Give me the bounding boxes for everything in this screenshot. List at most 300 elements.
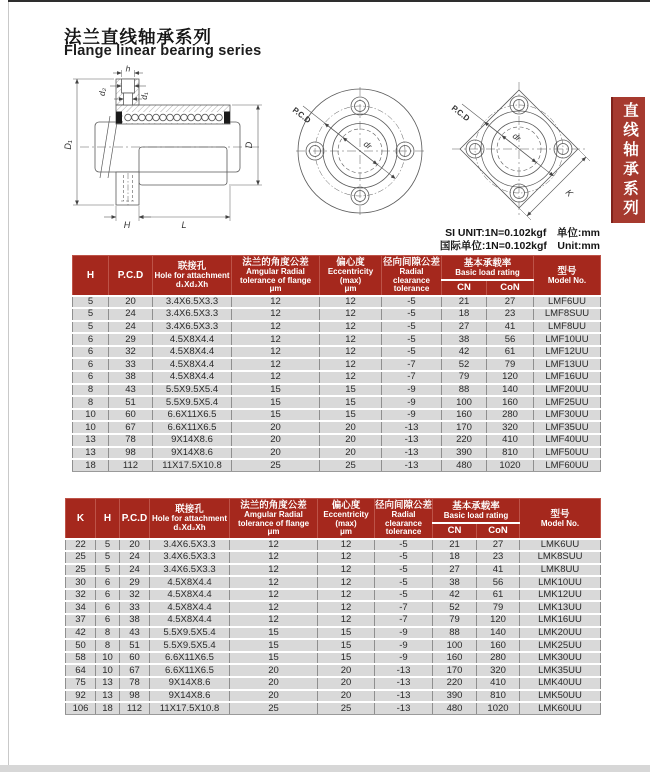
cell: 33 (120, 601, 150, 614)
cell: 12 (320, 296, 382, 309)
cell: LMF35UU (534, 421, 601, 434)
cell: 5.5X9.5X5.4 (153, 384, 232, 397)
column-subheader: CN (442, 280, 487, 295)
cell: -5 (382, 296, 442, 309)
cell: 38 (120, 614, 150, 627)
cell: 23 (487, 308, 534, 321)
cell: -5 (382, 333, 442, 346)
cell: 4.5X8X4.4 (150, 589, 230, 602)
cell: 20 (230, 690, 318, 703)
cell: 6.6X11X6.5 (153, 409, 232, 422)
cell: 12 (232, 371, 320, 384)
page-title-zh: 法兰直线轴承系列 (64, 27, 212, 47)
cell: 27 (487, 296, 534, 309)
cell: 12 (320, 346, 382, 359)
column-header: 联接孔 Hole for attachment d₁Xd₂Xh (150, 499, 230, 539)
cell: 6.6X11X6.5 (150, 664, 230, 677)
cell: LMK8UU (520, 564, 601, 577)
cell: 5 (96, 564, 120, 577)
cell: 12 (320, 308, 382, 321)
cell: 43 (120, 627, 150, 640)
column-header: 偏心度 Eccentricity (max) μm (320, 256, 382, 296)
cell: 160 (433, 652, 477, 665)
cell: 140 (477, 627, 520, 640)
column-header: H (73, 256, 109, 296)
column-header: H (96, 499, 120, 539)
cell: 5 (73, 308, 109, 321)
cell: 12 (320, 358, 382, 371)
cell: 6 (96, 614, 120, 627)
cell: 3.4X6.5X3.3 (153, 321, 232, 334)
cell: -9 (375, 652, 433, 665)
cell: 37 (66, 614, 96, 627)
cell: 12 (318, 601, 375, 614)
cell: LMF40UU (534, 434, 601, 447)
cell: 20 (318, 664, 375, 677)
cell: 58 (66, 652, 96, 665)
cell: 98 (120, 690, 150, 703)
cell: 98 (109, 447, 153, 460)
header-row (66, 499, 601, 524)
column-header: 偏心度 Eccentricity (max) μm (318, 499, 375, 539)
cell: 13 (73, 434, 109, 447)
cell: 32 (66, 589, 96, 602)
table-row (66, 589, 601, 602)
cell: 20 (320, 434, 382, 447)
cell: 20 (232, 434, 320, 447)
cell: LMK10UU (520, 576, 601, 589)
cell: 280 (477, 652, 520, 665)
cell: 12 (318, 614, 375, 627)
table-row (73, 384, 601, 397)
cell: -5 (375, 589, 433, 602)
cell: 5.5X9.5X5.4 (150, 639, 230, 652)
cell: 8 (96, 639, 120, 652)
cell: 15 (230, 627, 318, 640)
cell: 79 (477, 601, 520, 614)
cell: -13 (382, 421, 442, 434)
dim-label-dr-round: dr (361, 138, 374, 152)
cell: -9 (382, 396, 442, 409)
column-header: P.C.D (109, 256, 153, 296)
cell: 9X14X8.6 (150, 677, 230, 690)
cell: LMK20UU (520, 627, 601, 640)
cell: 29 (120, 576, 150, 589)
cell: LMF10UU (534, 333, 601, 346)
cell: 410 (477, 677, 520, 690)
cell: 112 (109, 459, 153, 471)
cell: LMK25UU (520, 639, 601, 652)
table-row (73, 396, 601, 409)
side-banner (611, 97, 645, 223)
table-row (73, 308, 601, 321)
cell: 6 (73, 358, 109, 371)
cell: 5 (73, 321, 109, 334)
cell: -7 (382, 358, 442, 371)
cell: 6 (96, 601, 120, 614)
cell: 20 (318, 677, 375, 690)
cell: 12 (230, 576, 318, 589)
cell: LMK13UU (520, 601, 601, 614)
cell: 112 (120, 702, 150, 714)
page-edge-bottom (0, 765, 650, 772)
cell: 3.4X6.5X3.3 (150, 551, 230, 564)
cell: 4.5X8X4.4 (153, 371, 232, 384)
cell: 30 (66, 576, 96, 589)
cell: 79 (433, 614, 477, 627)
dim-label-pcd-round: P.C.D (290, 105, 313, 126)
column-header: 基本承载率 Basic load rating (442, 256, 534, 281)
cell: LMK60UU (520, 702, 601, 714)
cell: 6 (96, 589, 120, 602)
dim-label-H: H (123, 220, 131, 230)
cell: 160 (477, 639, 520, 652)
cell: 8 (73, 396, 109, 409)
cell: 27 (477, 539, 520, 552)
cell: 20 (120, 539, 150, 552)
cell: 67 (120, 664, 150, 677)
cell: 12 (230, 601, 318, 614)
cell: 12 (232, 296, 320, 309)
cell: LMF8UU (534, 321, 601, 334)
cell: 24 (120, 564, 150, 577)
cell: 38 (433, 576, 477, 589)
cell: LMF60UU (534, 459, 601, 471)
cell: 78 (109, 434, 153, 447)
cell: 27 (433, 564, 477, 577)
cell: 20 (320, 447, 382, 460)
spec-table-lmk (65, 498, 601, 715)
cell: -5 (382, 346, 442, 359)
cell: 220 (442, 434, 487, 447)
cell: 15 (320, 396, 382, 409)
cell: LMF50UU (534, 447, 601, 460)
cell: 100 (442, 396, 487, 409)
table-row (66, 652, 601, 665)
cell: 15 (232, 384, 320, 397)
cell: 61 (487, 346, 534, 359)
table-row (73, 321, 601, 334)
cell: 320 (477, 664, 520, 677)
table-row (66, 564, 601, 577)
cell: 480 (433, 702, 477, 714)
cell: 15 (232, 409, 320, 422)
section-view-drawing (63, 65, 262, 230)
cell: LMK6UU (520, 539, 601, 552)
cell: LMK12UU (520, 589, 601, 602)
table-row (66, 677, 601, 690)
cell: 106 (66, 702, 96, 714)
table-row (73, 333, 601, 346)
cell: 12 (232, 346, 320, 359)
cell: LMF12UU (534, 346, 601, 359)
cell: 6.6X11X6.5 (153, 421, 232, 434)
cell: 51 (109, 396, 153, 409)
table-row (73, 371, 601, 384)
cell: LMK16UU (520, 614, 601, 627)
cell: 24 (109, 308, 153, 321)
cell: 79 (487, 358, 534, 371)
cell: 160 (487, 396, 534, 409)
cell: 75 (66, 677, 96, 690)
cell: 5 (73, 296, 109, 309)
cell: 10 (73, 409, 109, 422)
dim-label-dr-square: dr (510, 130, 523, 144)
dim-label-d1: d₁ (139, 92, 149, 100)
cell: 480 (442, 459, 487, 471)
cell: 15 (230, 652, 318, 665)
cell: 20 (320, 421, 382, 434)
page-title-en: Flange linear bearing series (64, 43, 262, 59)
cell: 21 (433, 539, 477, 552)
table-row (66, 614, 601, 627)
cell: 6 (73, 333, 109, 346)
cell: 18 (433, 551, 477, 564)
cell: 12 (232, 358, 320, 371)
cell: 15 (320, 409, 382, 422)
column-header: 法兰的角度公差 Amgular Radial tolerance of flange μm (230, 499, 318, 539)
page-edge-left (8, 2, 9, 765)
cell: 15 (320, 384, 382, 397)
cell: 25 (66, 564, 96, 577)
cell: 220 (433, 677, 477, 690)
cell: LMK30UU (520, 652, 601, 665)
dim-label-h: h (125, 65, 131, 74)
cell: -7 (375, 601, 433, 614)
cell: 15 (318, 627, 375, 640)
cell: 11X17.5X10.8 (150, 702, 230, 714)
cell: 32 (120, 589, 150, 602)
cell: 12 (230, 589, 318, 602)
column-header: 径向间隙公差 Radial clearance tolerance (382, 256, 442, 296)
dim-label-L: L (181, 220, 187, 230)
cell: 18 (442, 308, 487, 321)
cell: -7 (375, 614, 433, 627)
cell: 5 (96, 551, 120, 564)
square-flange-view (450, 82, 590, 220)
table-row (66, 690, 601, 703)
cell: 27 (442, 321, 487, 334)
cell: LMK8SUU (520, 551, 601, 564)
table-row (66, 702, 601, 714)
column-subheader: CoN (487, 280, 534, 295)
table-row (73, 358, 601, 371)
column-header: 径向间隙公差 Radial clearance tolerance (375, 499, 433, 539)
table-row (73, 409, 601, 422)
cell: -9 (382, 384, 442, 397)
column-header: 法兰的角度公差 Amgular Radial tolerance of flange μm (232, 256, 320, 296)
header-row (73, 256, 601, 281)
cell: 12 (232, 333, 320, 346)
cell: 64 (66, 664, 96, 677)
cell: -7 (382, 371, 442, 384)
cell: 88 (433, 627, 477, 640)
cell: LMF25UU (534, 396, 601, 409)
cell: 410 (487, 434, 534, 447)
cell: 6 (73, 371, 109, 384)
dim-label-K: K (563, 187, 575, 199)
cell: 60 (109, 409, 153, 422)
cell: 12 (320, 371, 382, 384)
spec-table-lmf (72, 255, 601, 472)
cell: -5 (375, 551, 433, 564)
cell: 6 (96, 576, 120, 589)
column-header: K (66, 499, 96, 539)
cell: LMF30UU (534, 409, 601, 422)
cell: 4.5X8X4.4 (150, 601, 230, 614)
cell: 6 (73, 346, 109, 359)
cell: 280 (487, 409, 534, 422)
technical-drawings (60, 65, 600, 235)
table-row (73, 346, 601, 359)
cell: -13 (375, 677, 433, 690)
cell: LMK35UU (520, 664, 601, 677)
cell: 18 (73, 459, 109, 471)
cell: 1020 (477, 702, 520, 714)
table-row (66, 664, 601, 677)
table-row (73, 447, 601, 460)
cell: 3.4X6.5X3.3 (150, 564, 230, 577)
cell: 20 (318, 690, 375, 703)
cell: 10 (96, 652, 120, 665)
cell: 20 (230, 677, 318, 690)
column-subheader: CoN (477, 523, 520, 538)
table-row (66, 601, 601, 614)
cell: 12 (320, 321, 382, 334)
cell: 56 (477, 576, 520, 589)
cell: 12 (232, 308, 320, 321)
cell: -5 (382, 308, 442, 321)
cell: 20 (232, 421, 320, 434)
cell: 5.5X9.5X5.4 (153, 396, 232, 409)
unit-note-line1: SI UNIT:1N=0.102kgf 单位:mm (445, 227, 600, 239)
cell: 42 (433, 589, 477, 602)
column-header: 型号 Model No. (520, 499, 601, 539)
cell: 13 (73, 447, 109, 460)
cell: 12 (230, 551, 318, 564)
column-header: 型号 Model No. (534, 256, 601, 296)
cell: 52 (433, 601, 477, 614)
cell: -5 (382, 321, 442, 334)
cell: LMK50UU (520, 690, 601, 703)
cell: 38 (109, 371, 153, 384)
cell: 810 (487, 447, 534, 460)
cell: 160 (442, 409, 487, 422)
cell: 10 (73, 421, 109, 434)
cell: 13 (96, 690, 120, 703)
cell: 9X14X8.6 (153, 447, 232, 460)
column-header: P.C.D (120, 499, 150, 539)
cell: 25 (232, 459, 320, 471)
cell: 3.4X6.5X3.3 (150, 539, 230, 552)
cell: LMF16UU (534, 371, 601, 384)
side-banner-label: 直线轴承系列 (621, 101, 638, 219)
cell: 92 (66, 690, 96, 703)
cell: 4.5X8X4.4 (153, 333, 232, 346)
cell: 4.5X8X4.4 (153, 358, 232, 371)
cell: 50 (66, 639, 96, 652)
cell: -13 (382, 434, 442, 447)
table-row (66, 627, 601, 640)
cell: -5 (375, 564, 433, 577)
cell: 42 (442, 346, 487, 359)
cell: 15 (318, 639, 375, 652)
cell: 100 (433, 639, 477, 652)
cell: 170 (442, 421, 487, 434)
cell: 5 (96, 539, 120, 552)
cell: 43 (109, 384, 153, 397)
cell: -13 (382, 447, 442, 460)
dim-label-D1: D₁ (63, 140, 73, 150)
cell: 3.4X6.5X3.3 (153, 308, 232, 321)
cell: 4.5X8X4.4 (153, 346, 232, 359)
round-flange-view (291, 87, 424, 215)
unit-note-line2: 国际单位:1N=0.102kgf Unit:mm (439, 240, 600, 252)
cell: 12 (320, 333, 382, 346)
cell: 1020 (487, 459, 534, 471)
cell: 38 (442, 333, 487, 346)
cell: LMK40UU (520, 677, 601, 690)
cell: 12 (230, 614, 318, 627)
page-edge-top (8, 0, 650, 2)
cell: 18 (96, 702, 120, 714)
cell: -5 (375, 576, 433, 589)
cell: 33 (109, 358, 153, 371)
cell: -9 (375, 627, 433, 640)
cell: 12 (318, 576, 375, 589)
cell: 5.5X9.5X5.4 (150, 627, 230, 640)
cell: 20 (230, 664, 318, 677)
cell: 12 (318, 551, 375, 564)
cell: 52 (442, 358, 487, 371)
cell: 25 (66, 551, 96, 564)
cell: 20 (109, 296, 153, 309)
cell: 390 (433, 690, 477, 703)
cell: 120 (477, 614, 520, 627)
cell: 79 (442, 371, 487, 384)
table-row (73, 459, 601, 471)
cell: 25 (320, 459, 382, 471)
cell: 23 (477, 551, 520, 564)
dim-label-pcd-square: P.C.D (449, 103, 472, 124)
cell: 13 (96, 677, 120, 690)
table-row (73, 421, 601, 434)
cell: 42 (66, 627, 96, 640)
table-row (66, 576, 601, 589)
table-row (66, 551, 601, 564)
cell: 120 (487, 371, 534, 384)
cell: 24 (120, 551, 150, 564)
cell: 34 (66, 601, 96, 614)
cell: 4.5X8X4.4 (150, 614, 230, 627)
dim-label-D: D (244, 141, 254, 149)
cell: 320 (487, 421, 534, 434)
dim-label-d2: d₂ (97, 88, 107, 96)
cell: 41 (477, 564, 520, 577)
cell: -5 (375, 539, 433, 552)
cell: 10 (96, 664, 120, 677)
cell: 88 (442, 384, 487, 397)
cell: 8 (96, 627, 120, 640)
cell: 25 (318, 702, 375, 714)
cell: -13 (375, 664, 433, 677)
cell: 390 (442, 447, 487, 460)
cell: 3.4X6.5X3.3 (153, 296, 232, 309)
cell: LMF13UU (534, 358, 601, 371)
cell: 25 (230, 702, 318, 714)
cell: 61 (477, 589, 520, 602)
table-row (66, 539, 601, 552)
